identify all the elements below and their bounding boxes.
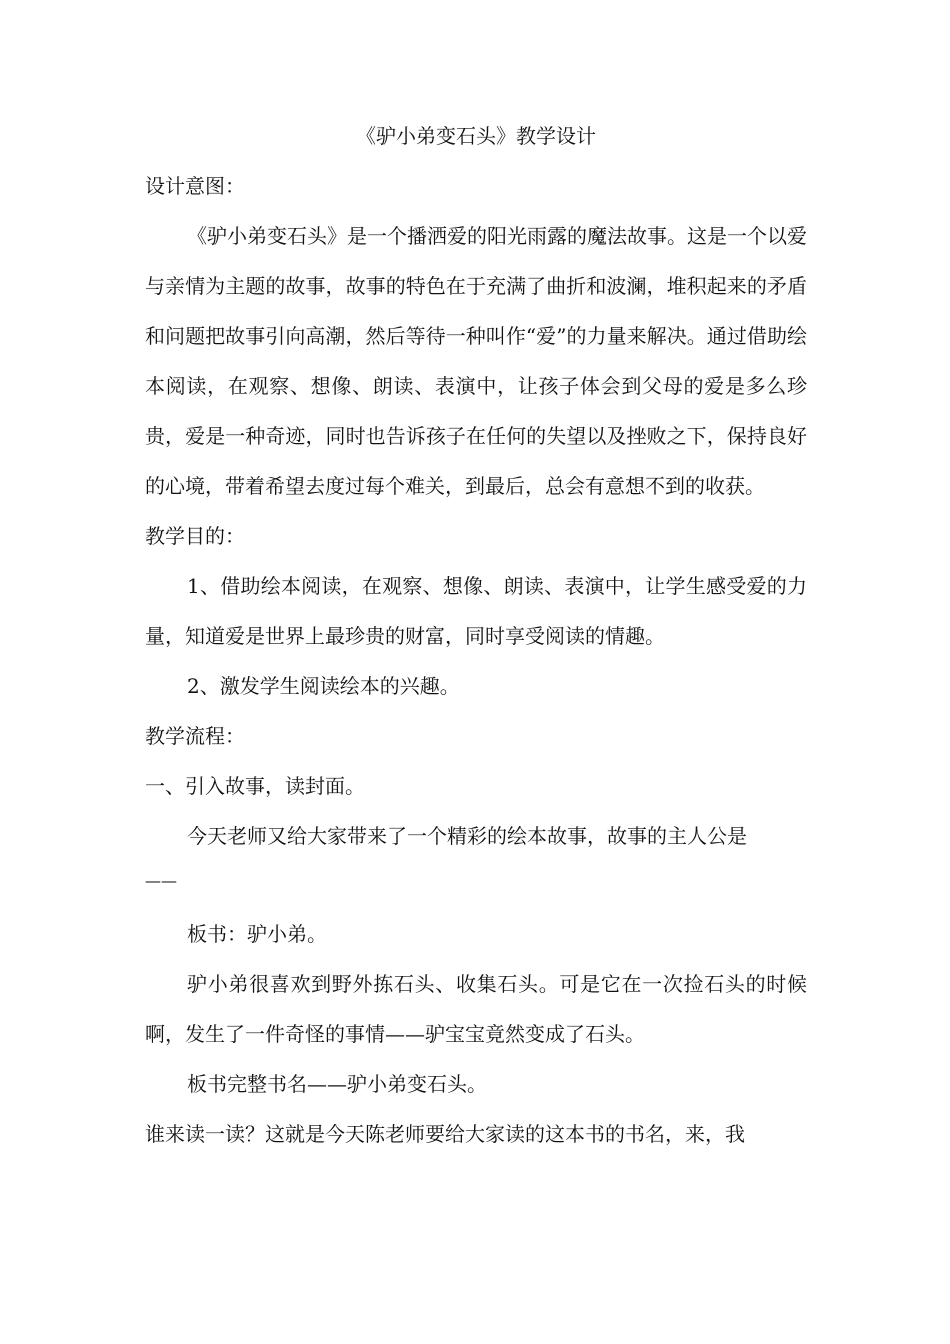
flow-heading: 教学流程： xyxy=(145,724,245,748)
step-1-board-note: 板书：驴小弟。 xyxy=(187,922,327,946)
step-1-paragraph-5: 谁来读一读？这就是今天陈老师要给大家读的这本书的书名，来，我 xyxy=(145,1122,745,1146)
goal-item-1: 1、借助绘本阅读，在观察、想像、朗读、表演中，让学生感受爱的力量，知道爱是世界上最珍贵的财富，同时享受阅读的情趣。 xyxy=(145,574,807,648)
goal-heading: 教学目的： xyxy=(145,524,245,548)
intent-heading: 设计意图： xyxy=(145,174,245,198)
step-1-paragraph-1: 今天老师又给大家带来了一个精彩的绘本故事，故事的主人公是 xyxy=(187,824,747,848)
document-title: 《驴小弟变石头》教学设计 xyxy=(356,124,596,148)
step-1-board-title: 板书完整书名——驴小弟变石头。 xyxy=(187,1072,487,1096)
intent-paragraph: 《驴小弟变石头》是一个播洒爱的阳光雨露的魔法故事。这是一个以爱与亲情为主题的故事，故事的特色在于充满了曲折和波澜，堆积起来的矛盾和问题把故事引向高潮，然后等待一种叫作“爱”的力量来解决。通过借助绘本阅读，在观察、想像、朗读、表演中，让孩子体会到父母的爱是多么珍贵，爱是一种奇迹，同时也告诉孩子在任何的失望以及挫败之下，保持良好的心境，带着希望去度过每个难关，到最后，总会有意想不到的收获。 xyxy=(145,224,807,498)
step-1-heading: 一、引入故事，读封面。 xyxy=(145,774,365,798)
goal-item-2: 2、激发学生阅读绘本的兴趣。 xyxy=(187,674,460,698)
step-1-dash: —— xyxy=(145,871,177,890)
document-page xyxy=(145,116,807,1159)
step-1-paragraph-3: 驴小弟很喜欢到野外拣石头、收集石头。可是它在一次捡石头的时候啊，发生了一件奇怪的事情——驴宝宝竟然变成了石头。 xyxy=(145,972,807,1046)
